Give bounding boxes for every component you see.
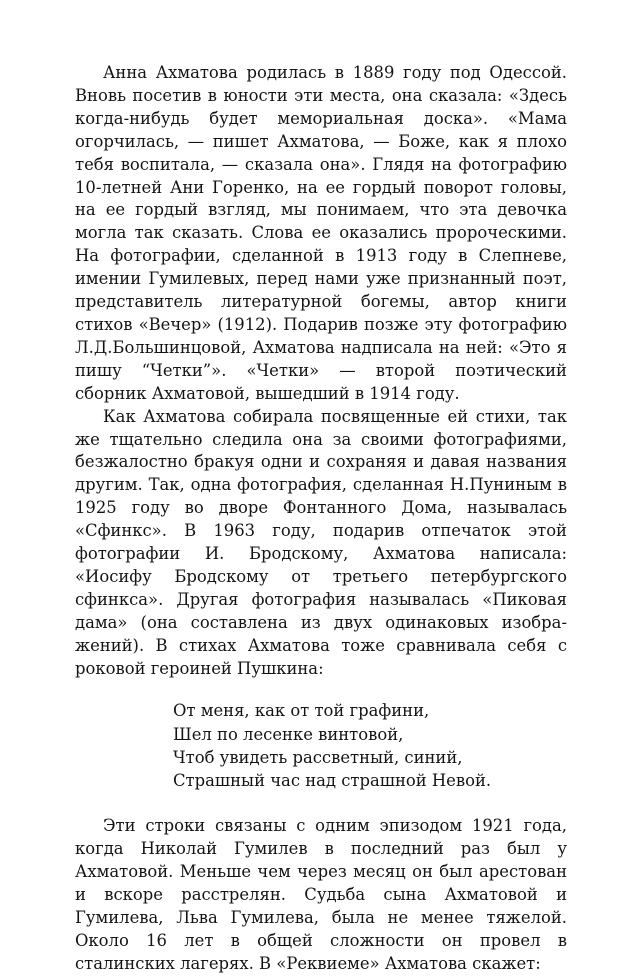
paragraph-gumilev: Эти строки связаны с одним эпизодом 1921 года, когда Николай Гумилев в последний раз был у Ахматовой. Меньше чем через месяц он был арестован и вскоре расстрелян. Судьба сына Ахматовой и Гумилева, Льва Гумилева, была не менее тяжелой. Около 16 лет в общей сложности он провел в сталинских лагерях. В «Реквиеме» Ахматова скажет: <box>75 816 567 973</box>
poem-line: Чтоб увидеть рассветный, синий, <box>173 747 463 767</box>
paragraph-photographs: Как Ахматова собирала посвященные ей стихи, так же тщательно следила она за своими фотографиями, безжалостно бракуя одни и сохраняя и давая названия другим. Так, одна фотография, сделанная Н.Пуниным в 1925 году во дворе Фонтанного Дома, называлась «Сфинкс». В 1963 году, подарив отпечаток этой фотографии И. Бродскому, Ахматова написала: «Иосифу Бродскому от третьего петербургского сфинкса». Другая фотография называлась «Пиковая дама» (она составлена из двух одинаковых изображений). В стихах Ахматова тоже сравнивала себя с роковой героиней Пушкина: <box>75 406 567 678</box>
section-spacer <box>75 792 567 815</box>
book-page <box>75 62 567 976</box>
paragraph-birth: Анна Ахматова родилась в 1889 году под Одессой. Вновь посетив в юности эти места, она сказала: «Здесь когда-нибудь будет мемориальная доска». «Мама огорчилась, — пишет Ахматова, — Боже, как я плохо тебя воспитала, — сказала она». Глядя на фотографию 10-летней Ани Горенко, на ее гордый поворот головы, на ее гордый взгляд, мы понимаем, что эта девочка могла так сказать. Слова ее оказались пророческими. На фотографии, сделанной в 1913 году в Слепневе, имении Гумилевых, перед нами уже признанный поэт, представитель литературной богемы, автор книги стихов «Вечер» (1912). Подарив позже эту фотографию Л.Д.Большинцовой, Ахматова надписала на ней: «Это я пишу “Четки”». «Четки» — второй поэтический сборник Ахматовой, вышедший в 1914 году. <box>75 63 567 403</box>
poem-stanza <box>173 699 567 792</box>
poem-line: Страшный час над страшной Невой. <box>173 771 492 791</box>
poem-line: Шел по лесенке винтовой, <box>173 724 404 744</box>
poem-line: От меня, как от той графини, <box>173 701 430 721</box>
